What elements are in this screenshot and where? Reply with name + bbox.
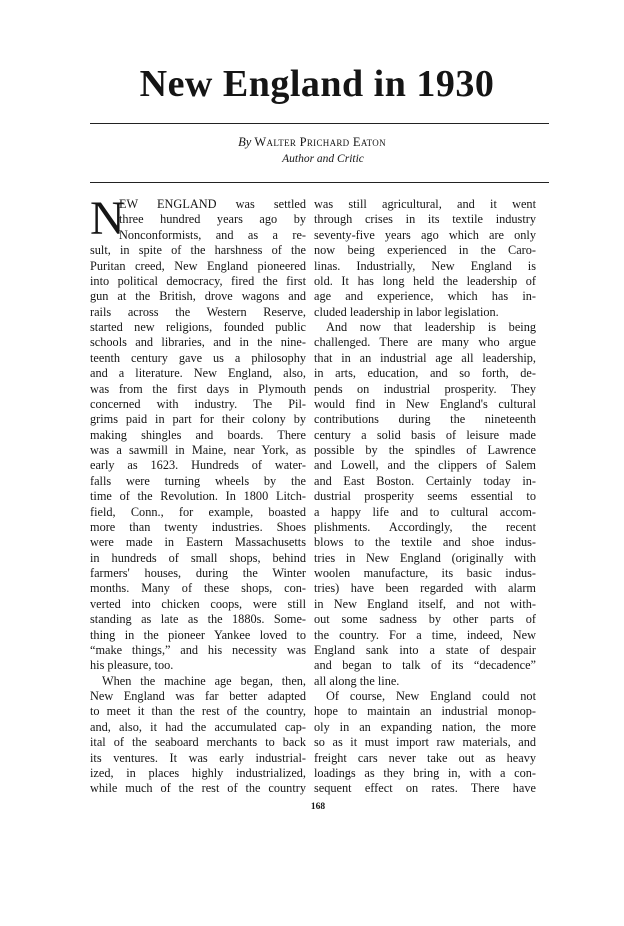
text-line: pends on industrial prosperity. They (314, 381, 536, 396)
text-line: EW ENGLAND was settled (119, 197, 306, 211)
text-line: farmers' houses, during the Winter (90, 566, 306, 580)
text-line: all along the line. (314, 673, 400, 688)
text-line: started new religions, founded public (90, 320, 306, 334)
text-line: and, also, it had the accumulated cap- (90, 719, 306, 734)
text-line: was a sawmill in Maine, near York, as (90, 443, 306, 457)
text-line: in arts, education, and so forth, de- (314, 366, 536, 381)
text-line: ized, in places highly industrialized, (90, 765, 306, 780)
text-line: age and experience, which has in- (314, 289, 536, 304)
text-line: challenged. There are many who argue (314, 335, 536, 350)
text-line: loadings as they bring in, with a con- (314, 765, 536, 780)
text-line: and East Boston. Certainly today in- (314, 473, 536, 488)
text-line: out some sadness by other parts of (314, 612, 536, 627)
author-role: Author and Critic (282, 153, 364, 165)
page-number: 168 (310, 802, 326, 812)
text-line: Puritan creed, New England pioneered (90, 258, 306, 273)
drop-cap: N (90, 192, 125, 245)
text-line: now being experienced in the Caro- (314, 243, 536, 258)
text-line: woolen manufacture, its basic indus- (314, 566, 536, 580)
text-line: hope to maintain an industrial monop- (314, 704, 536, 719)
left-column (90, 192, 306, 797)
text-line: a happy life and to cultural accom- (314, 504, 536, 519)
text-line: to meet it than the rest of the country, (90, 704, 306, 719)
text-line: through crises in its textile industry (314, 212, 536, 227)
text-line: falls were turning wheels by the (90, 473, 306, 488)
text-line: and Lowell, and the clippers of Salem (314, 458, 536, 473)
text-line: the country. For a time, indeed, New (314, 627, 536, 642)
text-line: would find in New England's cultural (314, 396, 536, 411)
text-line: plishments. Accordingly, the recent (314, 519, 536, 534)
byline (0, 134, 624, 150)
text-line: its ventures. It was early industrial- (90, 750, 306, 765)
text-line: more than twenty industries. Shoes (90, 519, 306, 534)
text-line: sequent effect on rates. There have (314, 781, 536, 796)
text-line: was still agricultural, and it went (314, 197, 536, 211)
text-line: and began to talk of its “decadence” (314, 658, 536, 673)
text-line: teenth century gave us a philosophy (90, 350, 306, 365)
text-line: in New England itself, and not with- (314, 596, 536, 611)
text-line: and a literature. New England, also, (90, 366, 306, 381)
text-line: dustrial prosperity seems essential to (314, 489, 536, 504)
text-line: making shingles and boards. There (90, 427, 306, 442)
text-line: freight cars never take out as heavy (314, 750, 536, 765)
text-line: rails across the Western Reserve, (90, 304, 306, 319)
text-line: while much of the rest of the country (90, 781, 306, 796)
text-line: that in an industrial age all leadership, (314, 350, 536, 365)
text-line: gun at the British, drove wagons and (90, 289, 306, 304)
text-line: oly in an expanding nation, the more (314, 719, 536, 734)
text-line: old. It has long held the leadership of (314, 273, 536, 288)
text-line: into political democracy, fired the first (90, 273, 306, 288)
text-line: possible by the spindles of Lawrence (314, 443, 536, 457)
text-line: grims paid in part for their colony by (90, 412, 306, 427)
text-line: thing in the pioneer Yankee loved to (90, 627, 306, 642)
text-line: “make things,” and his necessity was (90, 642, 306, 657)
text-line: tries) have been regarded with alarm (314, 581, 536, 596)
text-line: Nonconformists, and as a re- (119, 227, 306, 242)
text-line: blows to the textile and shoe indus- (314, 535, 536, 550)
text-line: England sank into a state of despair (314, 642, 536, 657)
text-line: contributions during the nineteenth (314, 412, 536, 427)
text-line: concerned with industry. The Pil- (90, 396, 306, 411)
text-line: seventy-five years ago which are only (314, 227, 536, 242)
text-line: And now that leadership is being (326, 320, 536, 334)
text-line: so as it must import raw materials, and (314, 735, 536, 750)
right-column (314, 197, 536, 797)
text-line: verted into chicken coops, were still (90, 596, 306, 611)
text-line: New England was far better adapted (90, 689, 306, 703)
text-line: tries in New England (originally with (314, 550, 536, 565)
text-line: standing as late as the 1880s. Some- (90, 612, 306, 627)
text-line: When the machine age began, then, (102, 673, 306, 688)
bottom-rule (90, 182, 549, 183)
byline-prefix: By (238, 135, 252, 149)
text-line: time of the Revolution. In 1800 Litch- (90, 489, 306, 504)
text-line: linas. Industrially, New England is (314, 258, 536, 273)
text-line: in hundreds of small shops, behind (90, 550, 306, 565)
text-line: months. Many of these shops, con- (90, 581, 306, 596)
text-line: Of course, New England could not (326, 689, 536, 703)
text-line: three hundred years ago by (119, 212, 306, 227)
author-name: Walter Prichard Eaton (254, 135, 386, 149)
text-line: schools and libraries, and in the nine- (90, 335, 306, 350)
text-line: field, Conn., for example, boasted (90, 504, 306, 519)
text-line: early as 1623. Hundreds of water- (90, 458, 306, 473)
text-line: cluded leadership in labor legislation. (314, 304, 499, 319)
text-line: century a solid basis of leisure made (314, 427, 536, 442)
text-line: were made in Eastern Massachusetts (90, 535, 306, 550)
text-line: his pleasure, too. (90, 658, 174, 673)
text-line: ital of the seaboard merchants to back (90, 735, 306, 750)
article-title: New England in 1930 (139, 63, 495, 105)
top-rule (90, 123, 549, 124)
text-line: sult, in spite of the harshness of the (90, 243, 306, 258)
text-line: was from the first days in Plymouth (90, 381, 306, 396)
